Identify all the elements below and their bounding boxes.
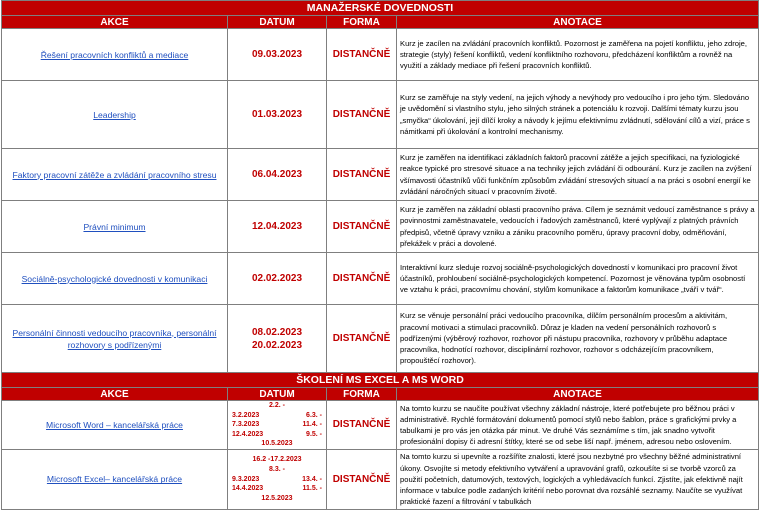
- course-link[interactable]: Personální činnosti vedoucího pracovníka, personální rozhovory s podřízenými: [12, 327, 217, 350]
- date-term: 13.4. -: [302, 475, 322, 483]
- date-term: 10.5.2023: [261, 440, 293, 448]
- date-term: 2.2. -: [269, 402, 285, 409]
- date-cell: [228, 29, 327, 81]
- course-cell: [2, 149, 228, 201]
- course-date: 02.02.2023: [251, 273, 303, 284]
- column-header-akce: AKCE: [2, 388, 228, 401]
- section-title: MANAŽERSKÉ DOVEDNOSTI: [2, 1, 759, 16]
- table-row: [2, 305, 759, 373]
- date-term: 7.3.2023: [232, 421, 260, 429]
- date-cell: [228, 449, 327, 509]
- table-row: [2, 81, 759, 149]
- date-line: [232, 411, 322, 421]
- course-date: 20.02.2023: [251, 339, 303, 351]
- course-link[interactable]: Faktory pracovní zátěže a zvládání pracovního stresu: [12, 169, 217, 180]
- column-header-anotace: ANOTACE: [397, 388, 759, 401]
- form-cell: DISTANČNĚ: [327, 29, 397, 81]
- date-term: 3.2.2023: [232, 411, 260, 419]
- date-term: 16.2 -17.2.2023: [252, 456, 302, 464]
- column-header-row: [2, 388, 759, 401]
- date-term: 11.5. -: [302, 485, 322, 493]
- date-cell: [228, 81, 327, 149]
- date-line: [232, 401, 322, 411]
- date-term: 6.3. -: [306, 411, 322, 419]
- date-cell: [228, 305, 327, 373]
- course-date: 01.03.2023: [251, 109, 303, 120]
- annotation-cell: Na tomto kurzu si upevníte a rozšíříte znalosti, které jsou nezbytné pro všechny běžné administrativní úkony. Osvojíte si metody efektivního vytváření a upravování grafů, ozkoušíte si se tvorbě vzorců za použití početních, datumových, textových, logických a vyhledávacích funkcí. Zjistíte, jak efektivně najít informace v tabulce podle zadaných kritérií nebo porovnat dva rozsáhlé seznamy. Naučíte se využívat praktické řazení a filtrování v tabulkách: [397, 449, 759, 509]
- course-link[interactable]: Sociálně-psychologické dovednosti v komunikaci: [21, 273, 208, 284]
- form-cell: DISTANČNĚ: [327, 149, 397, 201]
- date-term: 14.4.2023: [232, 485, 264, 493]
- form-cell: DISTANČNĚ: [327, 449, 397, 509]
- date-line: [232, 494, 322, 504]
- course-date: 09.03.2023: [251, 49, 303, 60]
- date-term: 12.5.2023: [261, 494, 293, 502]
- date-cell: [228, 253, 327, 305]
- table-row: [2, 149, 759, 201]
- table-row: [2, 253, 759, 305]
- course-date: 12.04.2023: [251, 221, 303, 232]
- annotation-cell: Na tomto kurzu se naučíte používat všechny základní nástroje, které potřebujete pro běžnou práci v administrativě. Rychlé formátování dokumentů pomocí stylů nebo šablon, práce s grafickými prvky a tabulkami je pro vás jen otázka pár minut. Ve druhé Vás seznámíme s tím, jak snadno vytvořit profesionální dopisy či adresní štítky, které se od sebe liší např. jménem, adresou nebo oslovením.: [397, 401, 759, 450]
- column-header-anotace: ANOTACE: [397, 16, 759, 29]
- course-cell: [2, 81, 228, 149]
- date-term: 12.4.2023: [232, 430, 264, 438]
- table-row: [2, 449, 759, 509]
- course-cell: [2, 29, 228, 81]
- column-header-datum: DATUM: [228, 16, 327, 29]
- form-cell: DISTANČNĚ: [327, 401, 397, 450]
- course-date: 06.04.2023: [251, 169, 303, 180]
- table-row: [2, 401, 759, 450]
- column-header-forma: FORMA: [327, 16, 397, 29]
- table-row: [2, 201, 759, 253]
- annotation-cell: Interaktivní kurz sleduje rozvoj sociálně-psychologických dovedností v komunikaci pro pracovní život účastníků, prohloubení sociálně-psychologických kompetencí. Pozornost je věnována typům osobností ve vztahu k práci, pracovnímu chování, stylům komunikace a faktorům komunikace „tváří v tvář“.: [397, 253, 759, 305]
- annotation-cell: Kurz je zaměřen na identifikaci základních faktorů pracovní zátěže a jejich specifikaci, na fyziologické reakce typické pro stresové situace a na techniky jejich zvládání či odbourání. Kurz je zacílen na zvýšení všímavosti účastníků vůči funkčním způsobům zvládání stresových situací a na práci s osobní energií ke zvládání náročných situací v pracovním životě.: [397, 149, 759, 201]
- course-link[interactable]: Řešení pracovních konfliktů a mediace: [40, 49, 189, 60]
- column-header-forma: FORMA: [327, 388, 397, 401]
- date-term: 9.5. -: [306, 430, 322, 438]
- date-line: [232, 420, 322, 430]
- course-link[interactable]: Microsoft Excel– kancelářská práce: [46, 474, 183, 485]
- section-title-row: [2, 373, 759, 388]
- date-line: [232, 430, 322, 440]
- date-cell: [228, 201, 327, 253]
- course-link[interactable]: Microsoft Word – kancelářská práce: [46, 419, 183, 430]
- column-header-akce: AKCE: [2, 16, 228, 29]
- date-line: [232, 484, 322, 494]
- section-title-row: [2, 1, 759, 16]
- table-row: [2, 29, 759, 81]
- course-cell: [2, 401, 228, 450]
- date-line: [232, 439, 322, 449]
- courses-table: [1, 0, 759, 510]
- date-cell: [228, 401, 327, 450]
- date-term: 8.3. -: [269, 466, 285, 474]
- form-cell: DISTANČNĚ: [327, 81, 397, 149]
- annotation-cell: Kurz se věnuje personální práci vedoucího pracovníka, dílčím personálním procesům a aktivitám, pracovní motivaci a stimulaci pracovníků. Důraz je kladen na vedení personálních rozhovorů s podřízenými (výběrový rozhovor, rozhovor při nástupu pracovníka, rozhovory v průběhu adaptace pracovníka, hodnotící rozhovor, disciplinární rozhovor, rozhovor s odcházejícím pracovníkem, propouštěcí rozhovor).: [397, 305, 759, 373]
- course-link[interactable]: Leadership: [93, 109, 136, 120]
- course-cell: [2, 253, 228, 305]
- annotation-cell: Kurz se zaměřuje na styly vedení, na jejich výhody a nevýhody pro vedoucího i pro jeho tým. Sledováno je uvědomění si vlastního stylu, jeho silných stránek a potenciálu k rozvoji. Dalšími tématy kurzu jsou „smyčka“ úkolování, její dílčí kroky a návody k jejímu efektivnímu zvládnutí, sdělování cílů a vizí, práce s námitkami při úkolování a kontrolní mechanismy.: [397, 81, 759, 149]
- course-link[interactable]: Právní minimum: [83, 221, 146, 232]
- date-cell: [228, 149, 327, 201]
- course-cell: [2, 305, 228, 373]
- column-header-datum: DATUM: [228, 388, 327, 401]
- annotation-cell: Kurz je zaměřen na základní oblasti pracovního práva. Cílem je seznámit vedoucí zaměstnance s právy a povinnostmi zaměstnavatele, vedoucích i řadových zaměstnanců, které vyplývají z platných právních předpisů, včetně úpravy vzniku a zániku pracovního poměru, úpravy pracovní doby, odměňování, překážek v práci a dovolené.: [397, 201, 759, 253]
- annotation-cell: Kurz je zacílen na zvládání pracovních konfliktů. Pozornost je zaměřena na pojetí konfliktu, jeho zdroje, strategie (styly) řešení konfliktů, vedení konfliktního rozhovoru, předcházení konfliktům a rovněž na využití a základy mediace při řešení pracovních konfliktů.: [397, 29, 759, 81]
- section-title: ŠKOLENÍ MS EXCEL A MS WORD: [2, 373, 759, 388]
- date-term: 11.4. -: [302, 421, 322, 429]
- form-cell: DISTANČNĚ: [327, 201, 397, 253]
- course-cell: [2, 201, 228, 253]
- date-term: 9.3.2023: [232, 475, 260, 483]
- date-line: [232, 455, 322, 465]
- course-date: 08.02.2023: [251, 326, 303, 338]
- form-cell: DISTANČNĚ: [327, 305, 397, 373]
- form-cell: DISTANČNĚ: [327, 253, 397, 305]
- column-header-row: [2, 16, 759, 29]
- date-line: [232, 475, 322, 485]
- course-cell: [2, 449, 228, 509]
